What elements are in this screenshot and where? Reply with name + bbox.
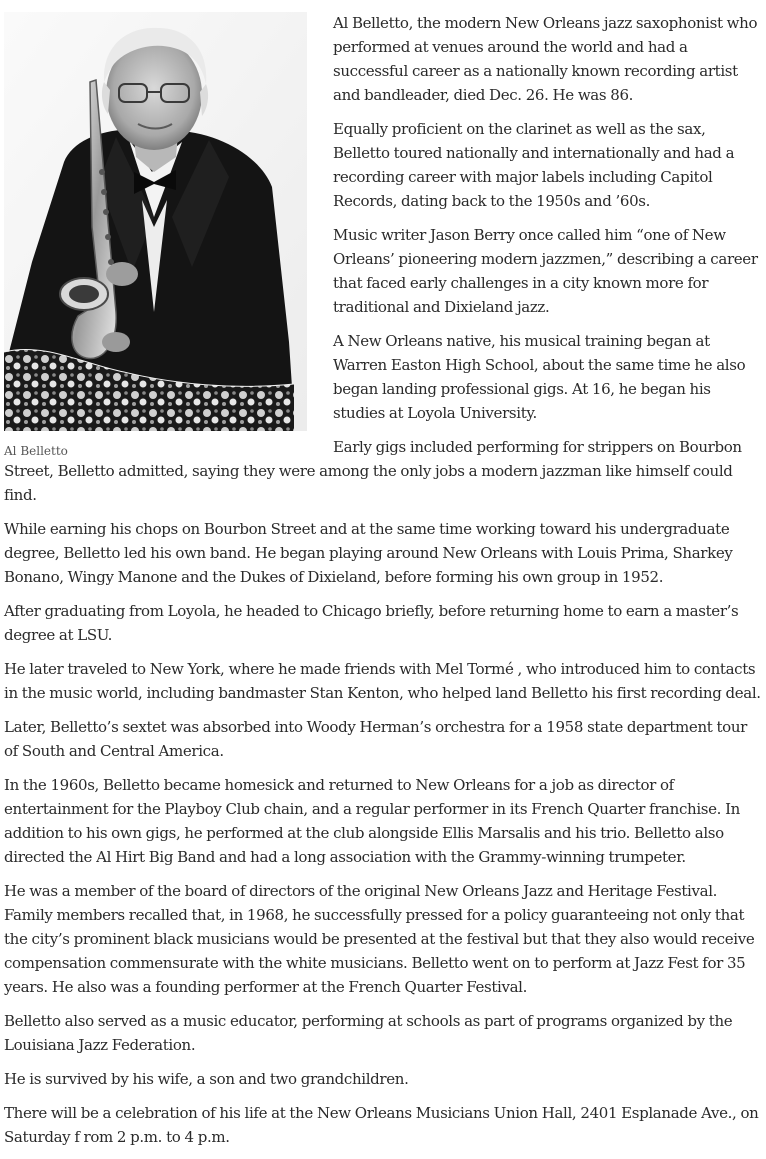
portrait-photo xyxy=(4,12,307,431)
photo-figure xyxy=(4,12,311,459)
paragraph-1: Al Belletto, the modern New Orleans jazz saxophonist who performed at venues around the world and had a successful career as a nationally known recording artist and bandleader, died Dec. 26. He was 86. xyxy=(333,14,758,104)
photo-caption: Al Belletto xyxy=(4,444,68,458)
portrait-image xyxy=(4,12,307,431)
paragraph-10: In the 1960s, Belletto became homesick and returned to New Orleans for a job as director of entertainment for the Playboy Club chain, and a regular performer in its French Quarter franchise. In addition to his own gigs, he performed at the club alongside Ellis Marsalis and his trio. Belletto also directed the Al Hirt Big Band and had a long association with the Grammy-winning trumpeter. xyxy=(4,776,740,866)
paragraph-3: Music writer Jason Berry once called him “one of New Orleans’ pioneering modern jazzmen,” describing a career that faced early challenges in a city known more for traditional and Dixieland jazz. xyxy=(333,226,758,316)
paragraph-13: He is survived by his wife, a son and two grandchildren. xyxy=(4,1070,409,1088)
paragraph-4: A New Orleans native, his musical training began at Warren Easton High School, about the same time he also began landing professional gigs. At 16, he began his studies at Loyola University. xyxy=(333,332,746,422)
paragraph-5: Early gigs included performing for strippers on Bourbon Street, Belletto admitted, saying they were among the only jobs a modern jazzman like himself could find. xyxy=(4,438,742,504)
paragraph-6: While earning his chops on Bourbon Street and at the same time working toward his undergraduate degree, Belletto led his own band. He began playing around New Orleans with Louis Prima, Sharkey Bonano, Wingy Manone and the Dukes of Dixieland, before forming his own group in 1952. xyxy=(4,520,733,586)
paragraph-12: Belletto also served as a music educator, performing at schools as part of programs organized by the Louisiana Jazz Federation. xyxy=(4,1012,733,1054)
paragraph-7: After graduating from Loyola, he headed to Chicago briefly, before returning home to earn a master’s degree at LSU. xyxy=(4,602,739,644)
paragraph-8: He later traveled to New York, where he made friends with Mel Tormé , who introduced him to contacts in the music world, including bandmaster Stan Kenton, who helped land Belletto his first recording deal. xyxy=(4,660,761,702)
paragraph-2: Equally proficient on the clarinet as well as the sax, Belletto toured nationally and internationally and had a recording career with major labels including Capitol Records, dating back to the 1950s and ’60s. xyxy=(333,120,735,210)
paragraph-9: Later, Belletto’s sextet was absorbed into Woody Herman’s orchestra for a 1958 state department tour of South and Central America. xyxy=(4,718,747,760)
paragraph-14: There will be a celebration of his life at the New Orleans Musicians Union Hall, 2401 Esplanade Ave., on Saturday f rom 2 p.m. to 4 p.m. xyxy=(4,1104,759,1146)
paragraph-11: He was a member of the board of directors of the original New Orleans Jazz and Heritage Festival. Family members recalled that, in 1968, he successfully pressed for a policy guaranteeing not only that the city’s prominent black musicians would be presented at the festival but that they also would receive compensation commensurate with the white musicians. Belletto went on to perform at Jazz Fest for 35 years. He also was a founding performer at the French Quarter Festival. xyxy=(4,882,755,996)
